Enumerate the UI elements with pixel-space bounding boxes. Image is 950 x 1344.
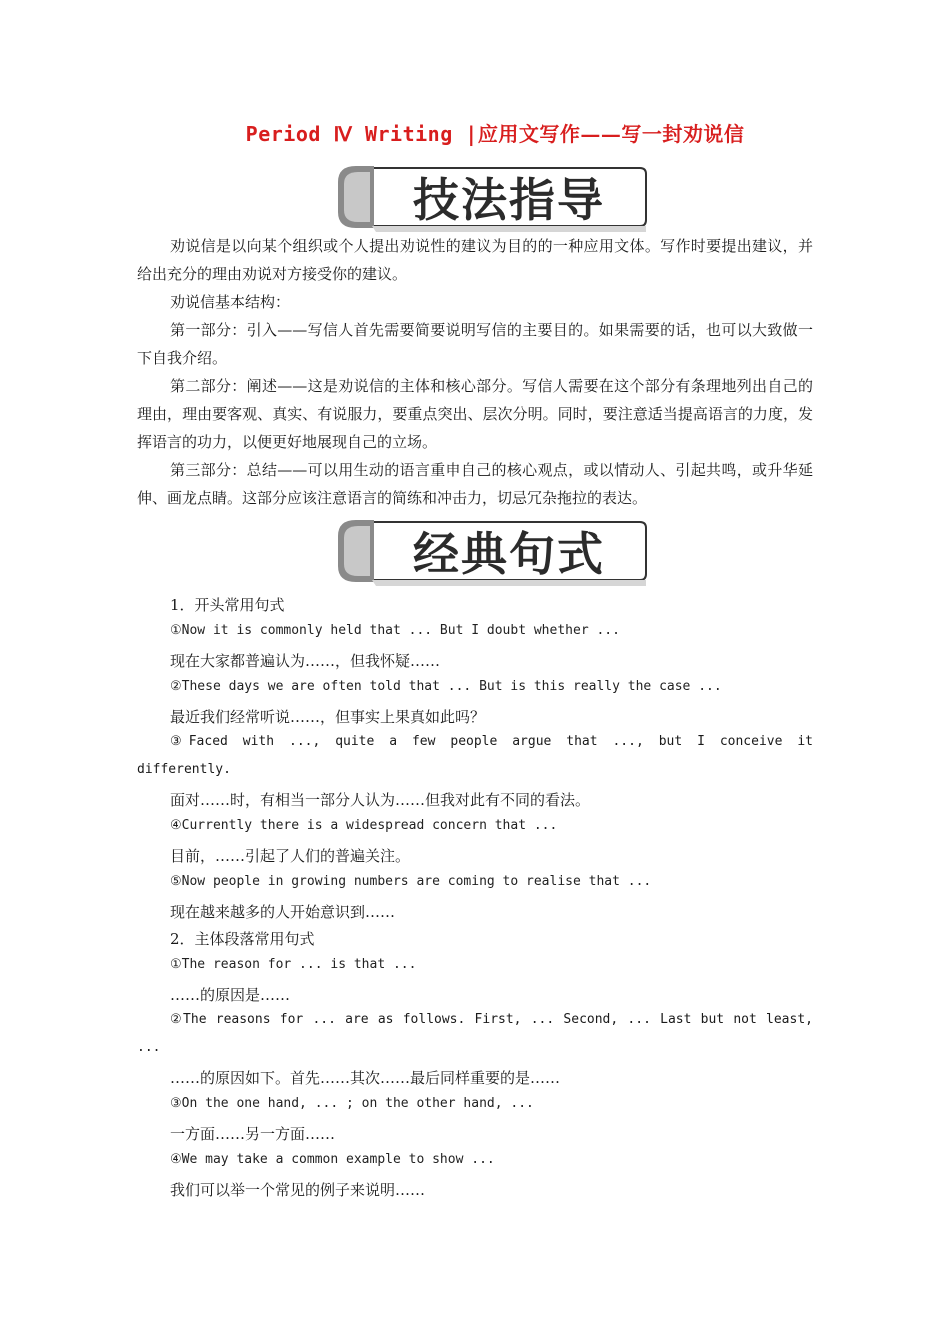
- sentence-zh: ……的原因如下。首先……其次……最后同样重要的是……: [170, 1069, 561, 1087]
- intro-paragraph-3: 第一部分：引入——写信人首先需要简要说明写信的主要目的。如果需要的话，也可以大致做一下自我介绍。: [137, 321, 813, 367]
- sentence-zh: 目前，……引起了人们的普遍关注。: [170, 847, 411, 865]
- sentence-zh: 一方面……另一方面……: [170, 1125, 336, 1143]
- sentence-zh: 我们可以举一个常见的例子来说明……: [170, 1181, 426, 1199]
- title-en: Period Ⅳ Writing |: [245, 122, 478, 146]
- sentence-en: ④We may take a common example to show ...: [170, 1152, 495, 1167]
- banner-title: 经典句式: [413, 527, 605, 581]
- banner-title: 技法指导: [413, 173, 605, 227]
- intro-paragraph-4: 第二部分：阐述——这是劝说信的主体和核心部分。写信人需要在这个部分有条理地列出自己的理由，理由要客观、真实、有说服力，要重点突出、层次分明。同时，要注意适当提高语言的力度，发挥语言的功力，以便更好地展现自己的立场。: [137, 377, 813, 451]
- section-banner-sentences: [334, 516, 649, 590]
- sentence-en: ①The reason for ... is that ...: [170, 957, 417, 972]
- section-banner-technique: [334, 162, 649, 236]
- sentence-en: ③On the one hand, ... ; on the other hand, ...: [170, 1096, 534, 1111]
- intro-paragraph-2: 劝说信基本结构：: [170, 293, 291, 311]
- sentence-en: ②These days we are often told that ... But is this really the case ...: [170, 679, 722, 694]
- section-heading-body: 2．主体段落常用句式: [170, 930, 315, 948]
- page-title: [0, 118, 950, 147]
- intro-paragraph-5: 第三部分：总结——可以用生动的语言重申自己的核心观点，或以情动人、引起共鸣，或升华延伸、画龙点睛。这部分应该注意语言的简练和冲击力，切忌冗杂拖拉的表达。: [137, 461, 813, 507]
- sentence-zh: ……的原因是……: [170, 986, 291, 1004]
- sentence-zh: 最近我们经常听说……，但事实上果真如此吗？: [170, 708, 486, 726]
- sentence-zh: 现在大家都普遍认为……，但我怀疑……: [170, 652, 441, 670]
- sentence-en: ①Now it is commonly held that ... But I doubt whether ...: [170, 623, 620, 638]
- sentence-zh: 面对……时，有相当一部分人认为……但我对此有不同的看法。: [170, 791, 591, 809]
- title-zh: 应用文写作——写一封劝说信: [477, 122, 745, 146]
- sentence-en: ⑤Now people in growing numbers are coming to realise that ...: [170, 874, 652, 889]
- sentence-en: ③Faced with ..., quite a few people argue that ..., but I conceive it differently.: [137, 734, 813, 777]
- intro-paragraph-1: 劝说信是以向某个组织或个人提出劝说性的建议为目的的一种应用文体。写作时要提出建议，并给出充分的理由劝说对方接受你的建议。: [137, 237, 813, 283]
- sentence-en: ②The reasons for ... are as follows. First, ... Second, ... Last but not least, ...: [137, 1012, 813, 1055]
- section-heading-opening: 1．开头常用句式: [170, 596, 285, 614]
- sentence-zh: 现在越来越多的人开始意识到……: [170, 903, 396, 921]
- sentence-en: ④Currently there is a widespread concern that ...: [170, 818, 558, 833]
